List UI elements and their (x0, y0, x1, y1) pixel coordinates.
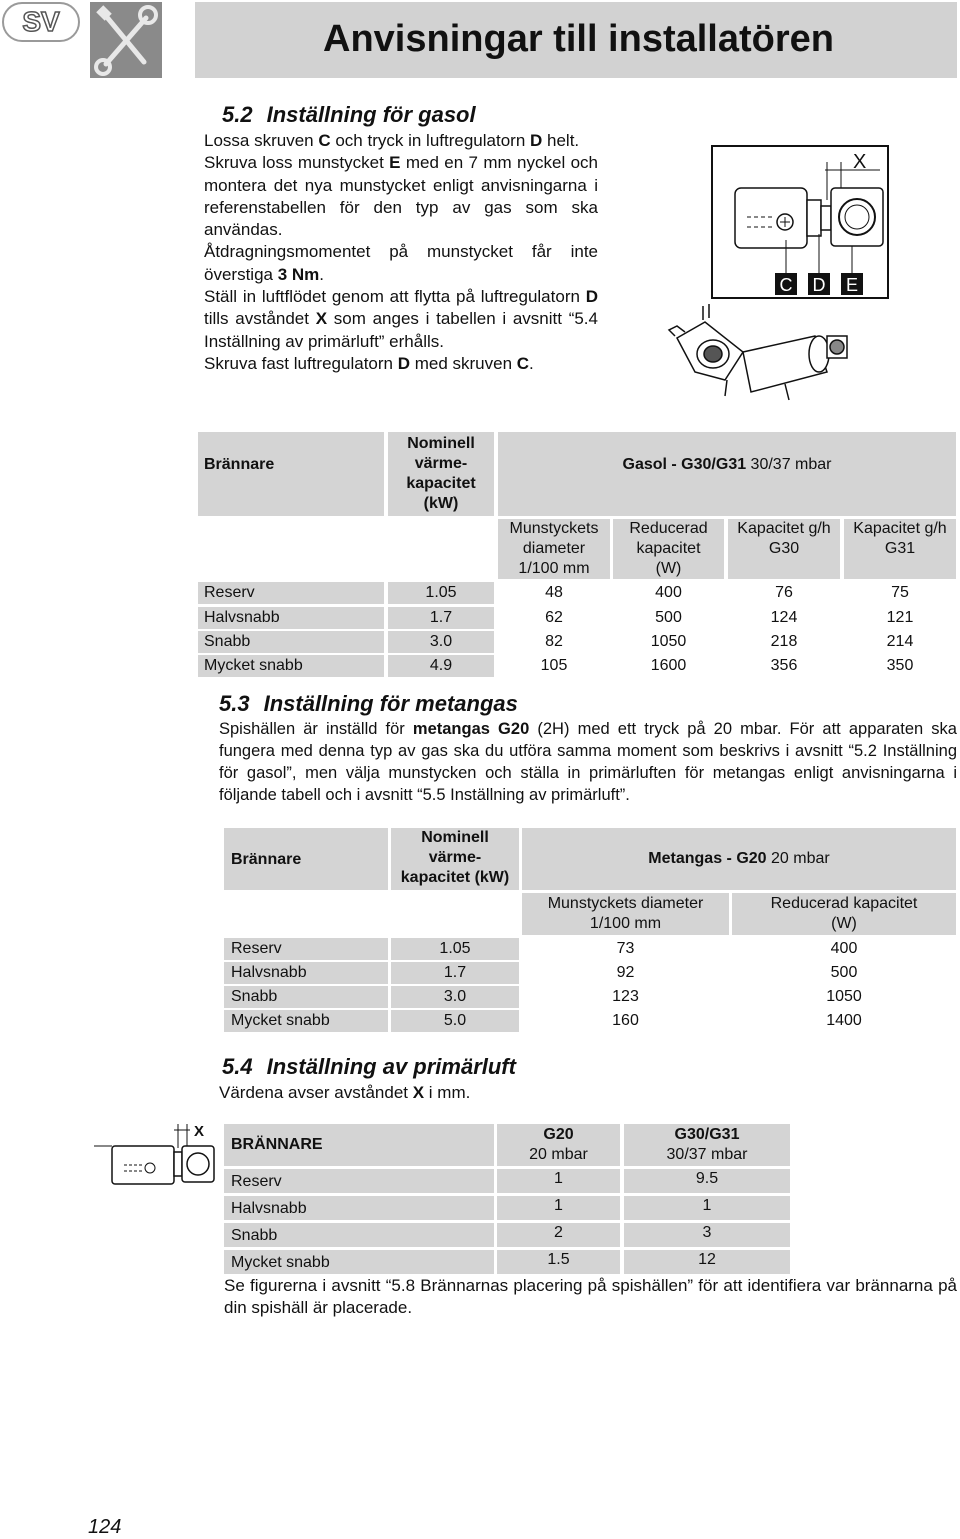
table2-row-value: 73 (616, 940, 635, 957)
table2-sub-reduced: Reducerad kapacitet (W) (732, 893, 956, 935)
nozzle-x-figure (88, 1118, 220, 1190)
table1-row-value: 1600 (650, 657, 687, 674)
table1-row-value: 105 (540, 657, 568, 674)
paragraph: Lossa skruven C och tryck in luftregulatorn D helt. (204, 131, 580, 150)
table1-row-name: Halvsnabb (198, 607, 384, 629)
table2-row-name: Halvsnabb (224, 962, 388, 984)
table2-row-value: 5.0 (391, 1010, 519, 1032)
x-dimension-label: X (194, 1123, 205, 1140)
table2-row-name: Mycket snabb (224, 1010, 388, 1032)
paragraph: Skruva loss munstycket E med en 7 mm nyckel och montera det nya munstycket enligt anvisningarna i referenstabellen för den typ av gas som ska användas. (204, 153, 598, 240)
table1-sub-g31: Kapacitet g/h G31 (844, 519, 956, 579)
table2-row-value: 3.0 (391, 986, 519, 1008)
footer-note: Se figurerna i avsnitt “5.8 Brännarnas placering på spishällen” för att identifiera var brännarna på din spishäll är placerade. (224, 1276, 957, 1318)
table3-row-value: 1 (497, 1196, 620, 1220)
c-label: C (779, 275, 793, 295)
table3-header-g30: G30/G31 30/37 mbar (624, 1124, 790, 1166)
table2-sub-diameter: Munstyckets diameter 1/100 mm (522, 893, 729, 935)
language-badge (2, 2, 80, 42)
table3-header-g20: G20 20 mbar (497, 1124, 620, 1166)
table2-row-value: 1.7 (391, 962, 519, 984)
paragraph: Ställ in luftflödet genom att flytta på luftregulatorn D tills avståndet X som anges i tabellen i avsnitt “5.4 Inställning av primärluft” erhålls. (204, 287, 598, 351)
table1-row-value: 4.9 (388, 655, 494, 677)
section-number: 5.4 (222, 1054, 253, 1079)
table3-row-name: Snabb (224, 1223, 494, 1247)
paragraph: Åtdragningsmomentet på munstycket får inte överstiga 3 Nm. (204, 242, 598, 284)
table1-row-value: 3.0 (388, 631, 494, 653)
table1-row-value: 500 (655, 609, 682, 626)
table2-row-name: Reserv (224, 938, 388, 960)
tools-icon (90, 2, 162, 78)
table3-row-value: 9.5 (624, 1169, 790, 1193)
table1-row-value: 82 (545, 633, 563, 650)
e-label: E (845, 275, 859, 295)
page-number: 124 (88, 1516, 122, 1538)
section-5-2-text (204, 130, 598, 375)
section-5-3-text: Spishällen är inställd för metangas G20 (2H) med ett tryck på 20 mbar. För att apparaten ska fungera med denna typ av gas ska du utföra samma moment som beskrivs i avsnitt “5.2 Inställning för gasol”, men välja munstycken och ställa in primärluften för metangas enligt anvisningarna i följande tabell och i avsnitt “5.5 Inställning av primärluft”. (219, 720, 957, 804)
table1-row-value: 218 (770, 633, 798, 650)
table1-row-value: 356 (770, 657, 798, 674)
section-5-4-text: Värdena avser avståndet X i mm. (219, 1083, 471, 1102)
table3-row-name: Halvsnabb (224, 1196, 494, 1220)
x-dimension-label: X (853, 151, 867, 173)
paragraph: Skruva fast luftregulatorn D med skruven C. (204, 353, 534, 373)
table3-row-value: 3 (624, 1223, 790, 1247)
table1-row-value: 1.05 (388, 582, 494, 604)
table1-sub-diameter: Munstyckets diameter 1/100 mm (498, 519, 610, 579)
table3-row-value: 1.5 (497, 1250, 620, 1274)
table1-sub-reduced: Reducerad kapacitet (W) (613, 519, 724, 579)
section-number: 5.3 (219, 691, 250, 716)
table3-header-burner: BRÄNNARE (224, 1124, 494, 1166)
table1-row-value: 350 (886, 657, 914, 674)
table2-row-value: 1.05 (391, 938, 519, 960)
table2-row-value: 92 (616, 964, 635, 981)
table1-row-value: 76 (775, 584, 793, 601)
section-5-3-heading (219, 691, 518, 717)
table1-row-value: 48 (545, 584, 563, 601)
table1-row-value: 1.7 (388, 607, 494, 629)
burner-nozzle-figure (665, 140, 905, 420)
table2-row-value: 123 (612, 988, 639, 1005)
page-title: Anvisningar till installatören (323, 18, 834, 60)
table1-sub-g30: Kapacitet g/h G30 (728, 519, 840, 579)
table1-row-name: Mycket snabb (198, 655, 384, 677)
table1-row-value: 121 (886, 609, 914, 626)
table2-header-burner: Brännare (231, 851, 302, 868)
language-code: SV (22, 6, 60, 37)
section-5-2-heading (222, 102, 476, 128)
table2-row-value: 400 (830, 940, 858, 957)
table1-row-value: 75 (891, 584, 909, 601)
table2-row-name: Snabb (224, 986, 388, 1008)
table1-row-value: 214 (886, 633, 914, 650)
table3-row-name: Mycket snabb (224, 1250, 494, 1274)
table1-header-burner: Brännare (204, 456, 275, 473)
table1-header-gas: Gasol - G30/G31 30/37 mbar (498, 432, 956, 516)
table2-row-value: 160 (612, 1012, 639, 1029)
d-label: D (812, 275, 826, 295)
table2-row-value: 1400 (826, 1012, 862, 1029)
table1-row-value: 400 (655, 584, 682, 601)
table3-row-name: Reserv (224, 1169, 494, 1193)
table3-row-value: 1 (624, 1196, 790, 1220)
table2-row-value: 500 (830, 964, 858, 981)
section-title: Inställning av primärluft (266, 1054, 516, 1079)
section-number: 5.2 (222, 102, 253, 127)
table1-header-power: Nominell värme- kapacitet (kW) (388, 432, 494, 516)
table1-row-name: Snabb (198, 631, 384, 653)
table2-header-power: Nominell värme- kapacitet (kW) (391, 828, 519, 890)
table3-row-value: 12 (624, 1250, 790, 1274)
table3-row-value: 1 (497, 1169, 620, 1193)
table2-header-gas: Metangas - G20 20 mbar (522, 828, 956, 890)
section-5-4-heading (222, 1054, 516, 1080)
table1-row-value: 62 (545, 609, 563, 626)
table2-row-value: 1050 (826, 988, 862, 1005)
section-title: Inställning för metangas (263, 691, 518, 716)
table1-row-value: 124 (770, 609, 798, 626)
table1-row-name: Reserv (198, 582, 384, 604)
table3-row-value: 2 (497, 1223, 620, 1247)
section-title: Inställning för gasol (266, 102, 476, 127)
table1-row-value: 1050 (650, 633, 687, 650)
